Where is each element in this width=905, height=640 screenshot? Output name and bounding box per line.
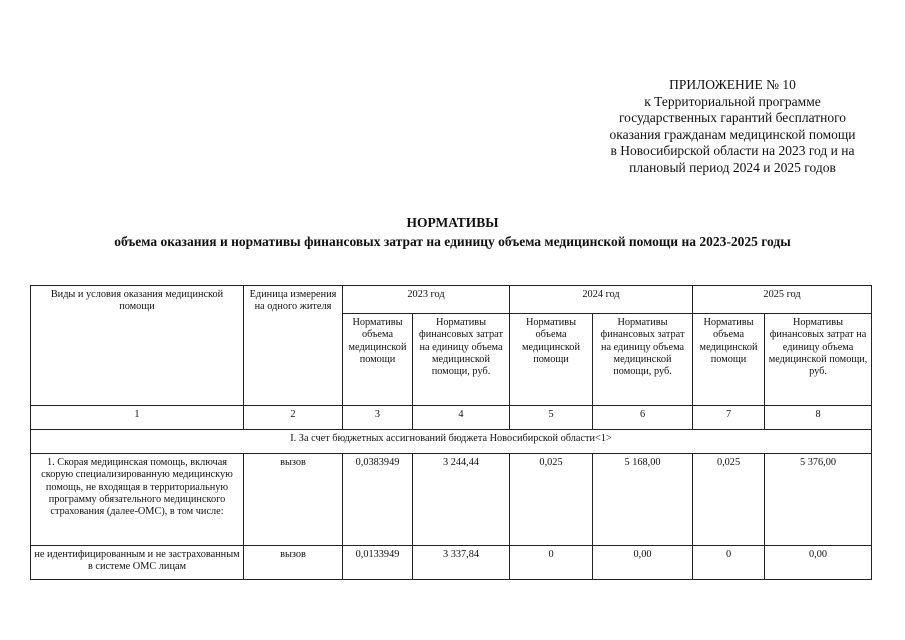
section-row xyxy=(31,430,872,454)
header-volume-norm: Нормативы объема медицинской помощи xyxy=(343,314,413,406)
header-cost-norm: Нормативы финансовых затрат на единицу объема медицинской помощи, руб. xyxy=(593,314,693,406)
column-number: 8 xyxy=(765,406,872,430)
header-row xyxy=(31,286,872,314)
column-number: 5 xyxy=(510,406,593,430)
row-cost-2025: 0,00 xyxy=(765,546,872,580)
header-year-2024: 2024 год xyxy=(510,286,693,314)
row-volume-2025: 0 xyxy=(693,546,765,580)
header-year-2025: 2025 год xyxy=(693,286,872,314)
row-volume-2023: 0,0383949 xyxy=(343,454,413,546)
row-unit: вызов xyxy=(244,454,343,546)
header-volume-norm: Нормативы объема медицинской помощи xyxy=(693,314,765,406)
header-cost-norm: Нормативы финансовых затрат на единицу объема медицинской помощи, руб. xyxy=(765,314,872,406)
row-cost-2024: 0,00 xyxy=(593,546,693,580)
column-number: 6 xyxy=(593,406,693,430)
header-year-2023: 2023 год xyxy=(343,286,510,314)
appendix-line: государственных гарантий бесплатного xyxy=(618,110,847,126)
column-number-row xyxy=(31,406,872,430)
row-unit: вызов xyxy=(244,546,343,580)
column-number: 7 xyxy=(693,406,765,430)
row-volume-2025: 0,025 xyxy=(693,454,765,546)
norms-table xyxy=(30,285,872,580)
appendix-block xyxy=(565,77,900,177)
row-volume-2024: 0,025 xyxy=(510,454,593,546)
header-cell-unit: Единица измерения на одного жителя xyxy=(244,286,343,406)
row-cost-2023: 3 337,84 xyxy=(413,546,510,580)
appendix-line: в Новосибирской области на 2023 год и на xyxy=(610,143,855,159)
header-cell-type: Виды и условия оказания медицинской помощи xyxy=(31,286,244,406)
appendix-line: оказания гражданам медицинской помощи xyxy=(609,126,856,142)
column-number: 2 xyxy=(244,406,343,430)
document-subtitle: объема оказания и нормативы финансовых затрат на единицу объема медицинской помощи на 2023-2025 годы xyxy=(114,234,791,249)
header-volume-norm: Нормативы объема медицинской помощи xyxy=(510,314,593,406)
row-type: не идентифицированным и не застрахованным в системе ОМС лицам xyxy=(31,546,244,580)
appendix-line: ПРИЛОЖЕНИЕ № 10 xyxy=(669,77,796,92)
section-title: I. За счет бюджетных ассигнований бюджета Новосибирской области<1> xyxy=(31,430,872,454)
row-volume-2024: 0 xyxy=(510,546,593,580)
row-cost-2024: 5 168,00 xyxy=(593,454,693,546)
row-cost-2023: 3 244,44 xyxy=(413,454,510,546)
header-cost-norm: Нормативы финансовых затрат на единицу объема медицинской помощи, руб. xyxy=(413,314,510,406)
table-row xyxy=(31,454,872,546)
table-row xyxy=(31,546,872,580)
document-title: НОРМАТИВЫ xyxy=(406,215,499,230)
row-volume-2023: 0,0133949 xyxy=(343,546,413,580)
column-number: 1 xyxy=(31,406,244,430)
row-cost-2025: 5 376,00 xyxy=(765,454,872,546)
appendix-line: плановый период 2024 и 2025 годов xyxy=(629,159,836,175)
row-type: 1. Скорая медицинская помощь, включая скорую специализированную медицинскую помощь, не входящая в территориальную программу обязательного медицинского страхования (далее-ОМС), в том числе: xyxy=(31,454,244,546)
appendix-line: к Территориальной программе xyxy=(644,93,821,109)
column-number: 3 xyxy=(343,406,413,430)
column-number: 4 xyxy=(413,406,510,430)
